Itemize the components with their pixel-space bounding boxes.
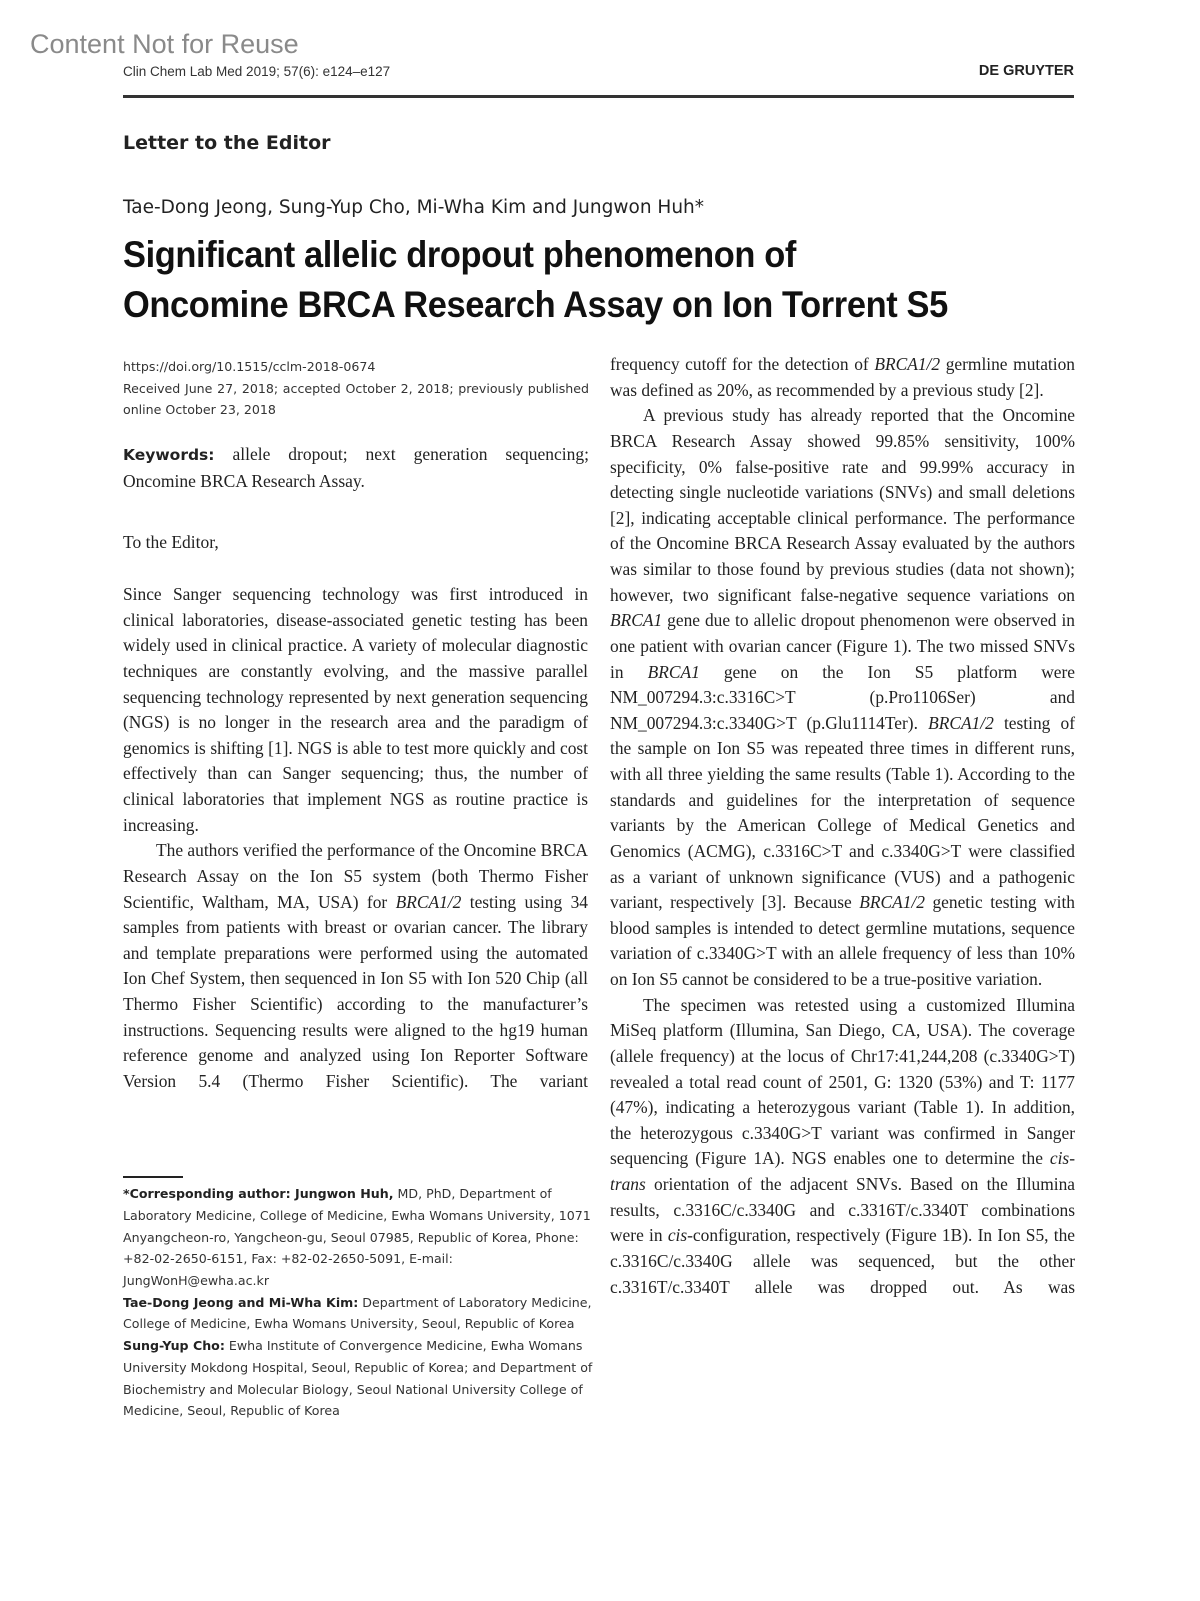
keywords bbox=[123, 442, 589, 494]
body-paragraph bbox=[610, 403, 1075, 992]
paragraph-text: testing using 34 samples from patients with breast or ovarian cancer. The library and template preparations were performed using the automated Ion Chef System, then sequenced in Ion S5 with Ion 520 Chip (all Thermo Fisher Scientific) according to the manufacturer’s instructions. Sequencing results were aligned to the hg19 human reference genome and analyzed using Ion Reporter Software Version 5.4 (Thermo Fisher Scientific). The variant bbox=[123, 891, 588, 1091]
italic-term: BRCA1/2 bbox=[395, 891, 462, 912]
author-list: Tae-Dong Jeong, Sung-Yup Cho, Mi-Wha Kim and Jungwon Huh* bbox=[123, 197, 705, 218]
keywords-label: Keywords: bbox=[123, 446, 215, 464]
footnote-text: Department of Laboratory Medicine, College of Medicine, Ewha Womans University, Seoul, Republic of Korea bbox=[123, 1294, 592, 1332]
footnote-affiliation bbox=[123, 1183, 593, 1292]
paragraph-text: genetic testing with blood samples is intended to detect germline mutations, sequence variation of c.3340G>T with an allele frequency of less than 10% on Ion S5 cannot be considered to be a true-positive variation. bbox=[610, 892, 1076, 989]
italic-term: BRCA1/2 bbox=[928, 712, 994, 733]
italic-term: BRCA1/2 bbox=[859, 892, 925, 913]
italic-term: cis-trans bbox=[610, 1148, 1075, 1194]
italic-term: BRCA1 bbox=[610, 610, 663, 631]
italic-term: BRCA1 bbox=[647, 661, 700, 682]
paragraph-text: gene due to allelic dropout phenomenon were observed in one patient with ovarian cancer (Figure 1). The two missed SNVs in bbox=[610, 610, 1075, 682]
article-title-line: Oncomine BRCA Research Assay on Ion Torrent S5 bbox=[123, 284, 948, 325]
italic-term: BRCA1/2 bbox=[874, 354, 941, 374]
journal-citation: Clin Chem Lab Med 2019; 57(6): e124–e127 bbox=[123, 64, 391, 79]
article-title bbox=[123, 230, 1062, 330]
footnote-block bbox=[123, 1176, 593, 1422]
footnote-affiliation bbox=[123, 1335, 593, 1422]
body-left-column bbox=[123, 582, 588, 1095]
paragraph-text: A previous study has already reported that the Oncomine BRCA Research Assay showed 99.85% sensitivity, 100% specificity, 0% false-positive rate and 99.99% accuracy in detecting single nucleotide variations (SNVs) and small deletions [2], indicating acceptable clinical performance. The performance of the Oncomine BRCA Research Assay evaluated by the authors was similar to those found by previous studies (data not shown); however, two significant false-negative sequence variations on bbox=[610, 405, 1075, 605]
paragraph-text: Since Sanger sequencing technology was first introduced in clinical laboratories, disease-associated genetic testing has been widely used in clinical practice. A variety of molecular diagnostic techniques are constantly evolving, and the massive parallel sequencing technology represented by next generation sequencing (NGS) is no longer in the research area and the paradigm of genomics is shifting [1]. NGS is able to test more quickly and cost effectively than can Sanger sequencing; thus, the number of clinical laboratories that implement NGS as routine practice is increasing. bbox=[123, 584, 588, 835]
footnote-rule bbox=[123, 1176, 183, 1178]
article-type: Letter to the Editor bbox=[123, 132, 331, 154]
footnotes bbox=[123, 1183, 593, 1422]
paragraph-text: The authors verified the performance of the Oncomine BRCA Research Assay on the Ion S5 system (both Thermo Fisher Scientific, Waltham, MA, USA) for bbox=[123, 840, 588, 912]
italic-term: cis bbox=[667, 1225, 688, 1246]
body-paragraph bbox=[610, 993, 1075, 1301]
footnote-text: MD, PhD, Department of Laboratory Medicine, College of Medicine, Ewha Womans University, 1071 Anyangcheon-ro, Yangcheon-gu, Seoul 07985, Republic of Korea, Phone: +82-02-2650-6151, Fax: +82-02-2650-5091, E-mail: JungWonH@ewha.ac.kr bbox=[123, 1186, 591, 1289]
body-right-column bbox=[610, 352, 1075, 1300]
left-column-wrapper bbox=[123, 582, 593, 1422]
keywords-text: allele dropout; next generation sequencing; Oncomine BRCA Research Assay. bbox=[123, 444, 590, 491]
article-title-line: Significant allelic dropout phenomenon of bbox=[123, 234, 796, 275]
body-paragraph bbox=[610, 352, 1075, 403]
footnote-label: Sung-Yup Cho: bbox=[123, 1338, 225, 1354]
footnote-label: *Corresponding author: Jungwon Huh, bbox=[123, 1186, 394, 1202]
article-meta bbox=[123, 356, 589, 421]
body-paragraph bbox=[123, 838, 588, 1094]
body-paragraph bbox=[123, 582, 588, 838]
paragraph-text: -configuration, respectively (Figure 1B). In Ion S5, the c.3316C/c.3340G allele was sequenced, but the other c.3316T/c.3340T allele was dropped out. As was bbox=[610, 1225, 1075, 1297]
paragraph-text: gene on the Ion S5 platform were NM_007294.3:c.3316C>T (p.Pro1106Ser) and NM_007294.3:c.3340G>T (p.Glu1114Ter). bbox=[610, 661, 1075, 733]
doi-link[interactable]: https://doi.org/10.1515/cclm-2018-0674 bbox=[123, 359, 376, 374]
paragraph-text: testing of the sample on Ion S5 was repeated three times in different runs, with all three yielding the same results (Table 1). According to the standards and guidelines for the interpretation of sequence variants by the American College of Medical Genetics and Genomics (ACMG), c.3316C>T and c.3340G>T were classified as a variant of unknown significance (VUS) and a pathogenic variant, respectively [3]. Because bbox=[610, 712, 1075, 913]
publisher-name: DE GRUYTER bbox=[978, 63, 1074, 79]
header-rule bbox=[123, 95, 1074, 98]
paragraph-text: germline mutation was defined as 20%, as recommended by a previous study [2]. bbox=[610, 354, 1075, 400]
footnote-text: Ewha Institute of Convergence Medicine, Ewha Womans University Mokdong Hospital, Seoul, Republic of Korea; and Department of Biochemistry and Molecular Biology, Seoul National University College of Medicine, Seoul, Republic of Korea bbox=[123, 1338, 593, 1419]
paragraph-text: orientation of the adjacent SNVs. Based on the Illumina results, c.3316C/c.3340G and c.3316T/c.3340T combinations were in bbox=[610, 1174, 1075, 1246]
paragraph-text: The specimen was retested using a customized Illumina MiSeq platform (Illumina, San Diego, CA, USA). The coverage (allele frequency) at the locus of Chr17:41,244,208 (c.3340G>T) revealed a total read count of 2501, G: 1320 (53%) and T: 1177 (47%), indicating a heterozygous variant (Table 1). In addition, the heterozygous c.3340G>T variant was confirmed in Sanger sequencing (Figure 1A). NGS enables one to determine the bbox=[610, 994, 1075, 1169]
salutation: To the Editor, bbox=[123, 532, 219, 552]
footnote-affiliation bbox=[123, 1292, 593, 1335]
paragraph-text: frequency cutoff for the detection of bbox=[610, 354, 875, 374]
article-history: Received June 27, 2018; accepted October 2, 2018; previously published online October 23, 2018 bbox=[123, 380, 589, 417]
watermark: Content Not for Reuse bbox=[30, 29, 299, 59]
footnote-label: Tae-Dong Jeong and Mi-Wha Kim: bbox=[123, 1294, 359, 1310]
